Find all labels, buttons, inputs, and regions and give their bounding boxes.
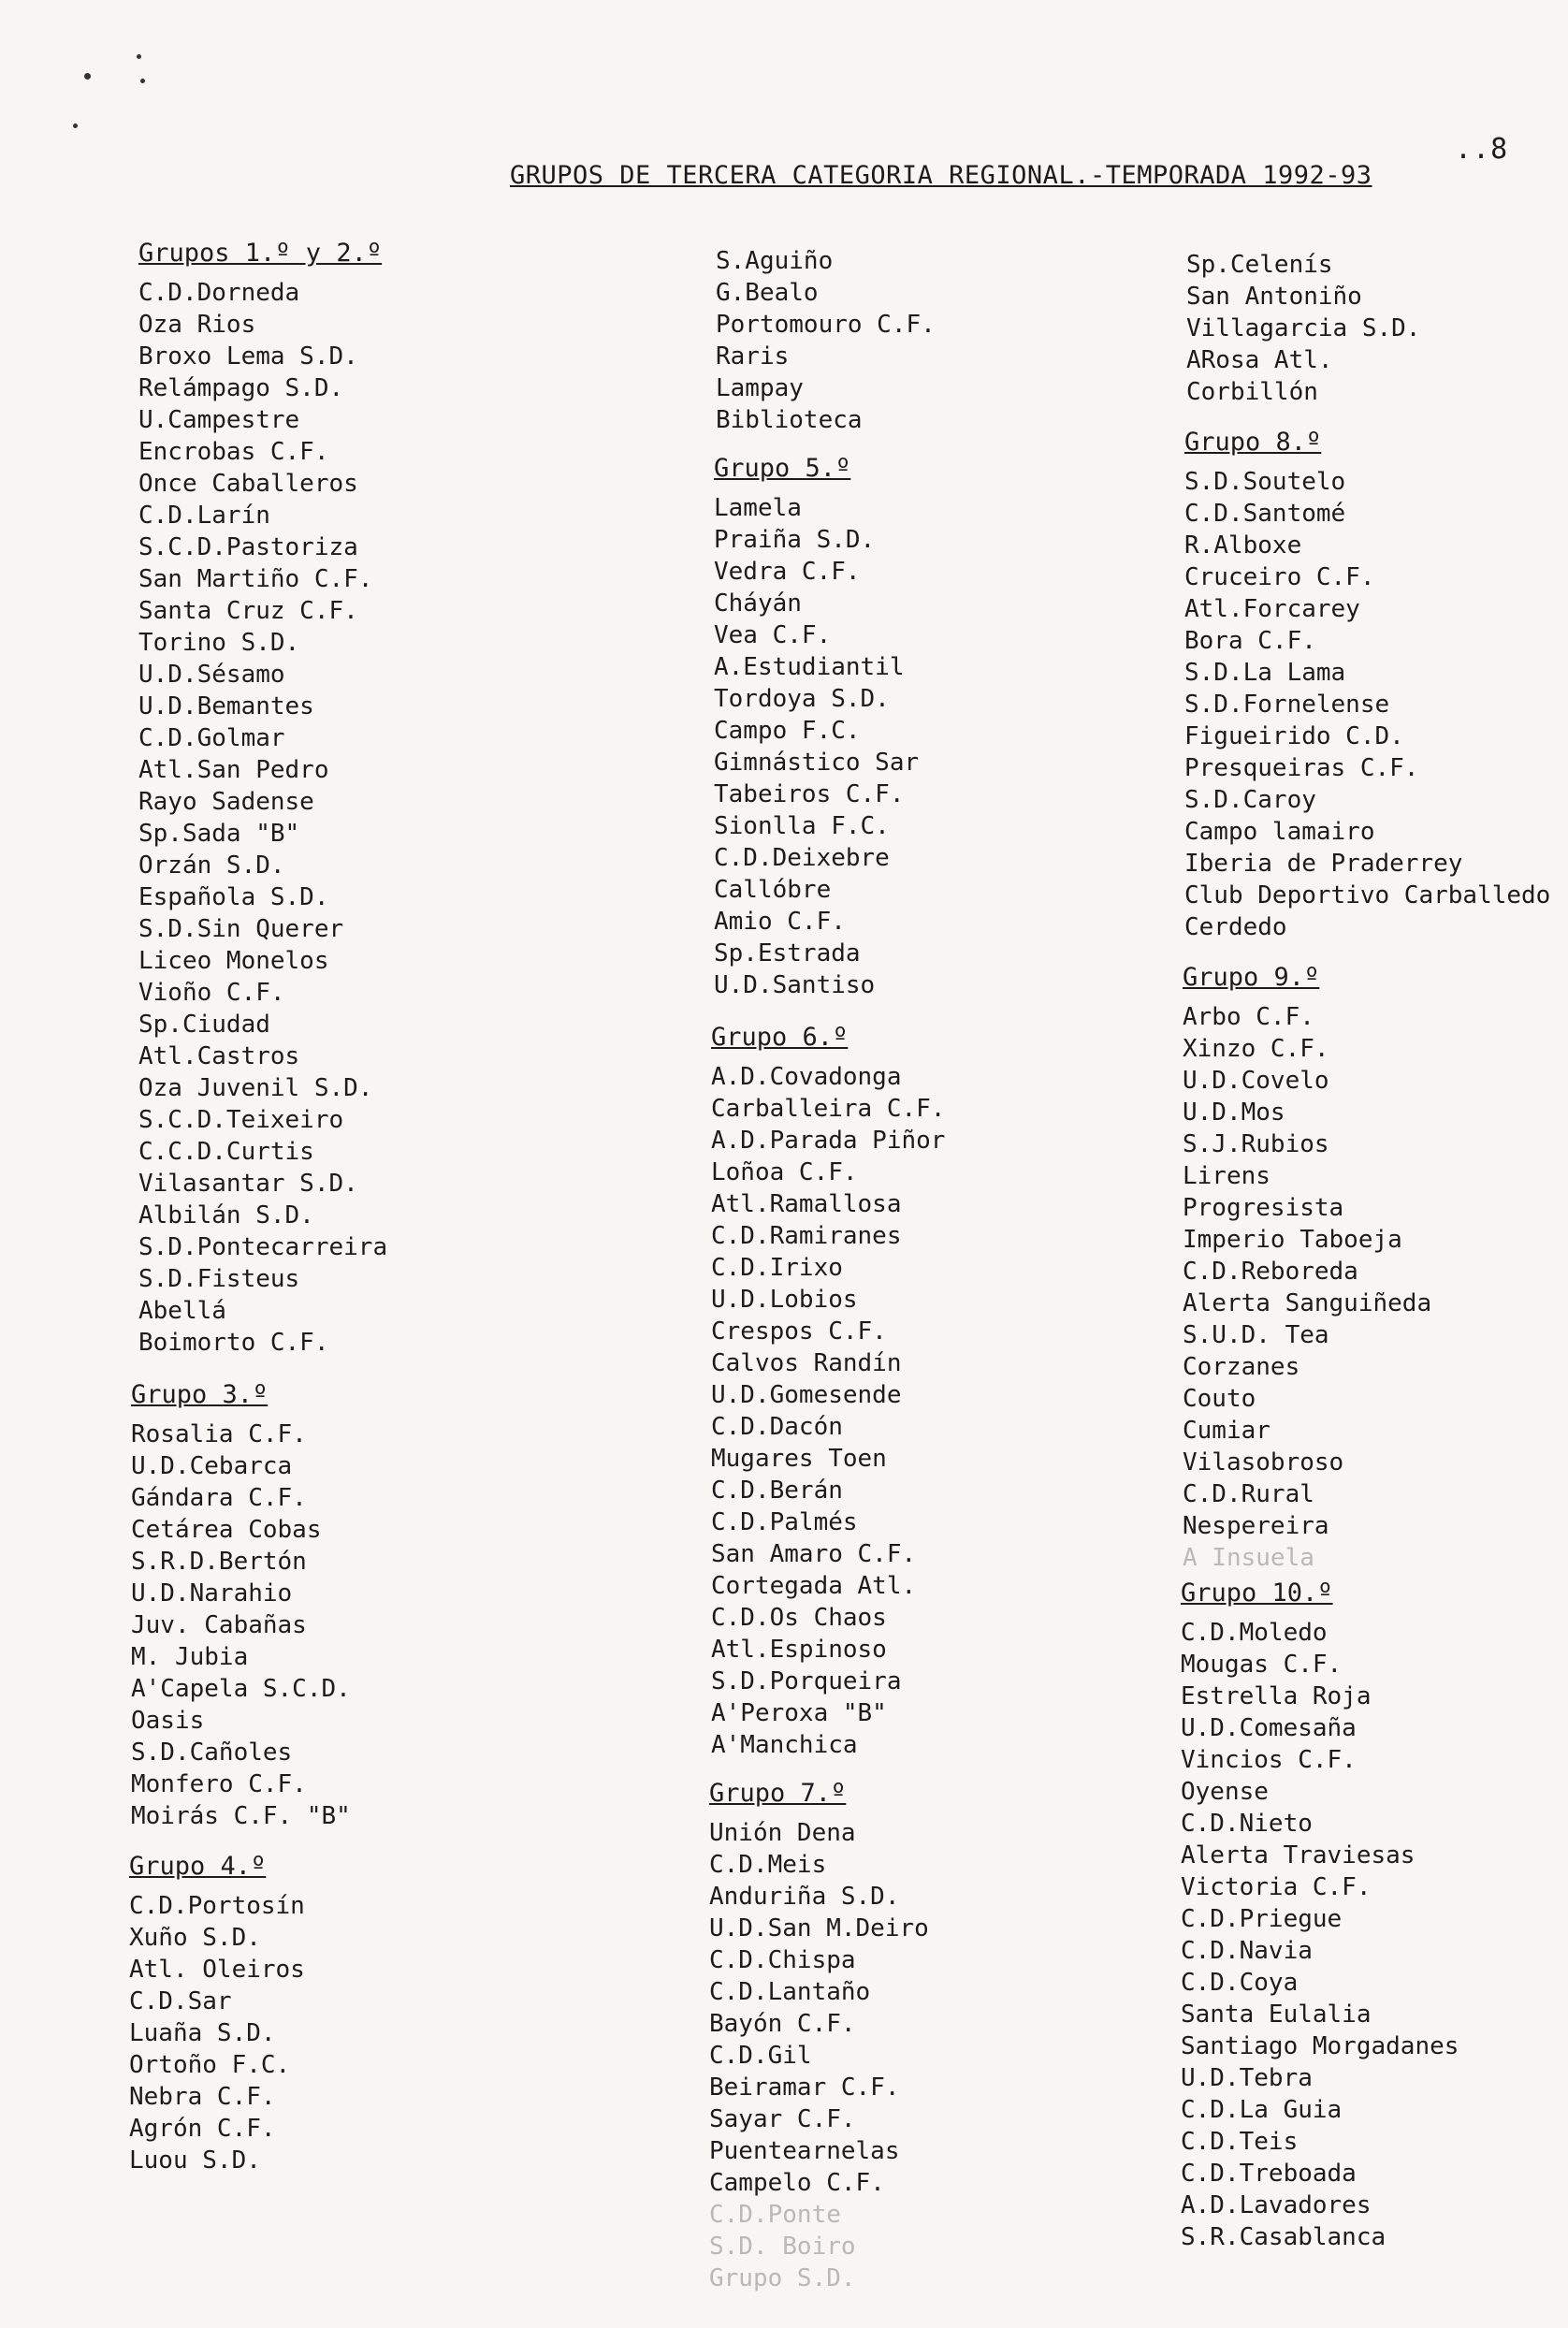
club-item: S.J.Rubios bbox=[1183, 1130, 1329, 1158]
club-item: A'Manchica bbox=[711, 1731, 858, 1759]
club-item: S.U.D. Tea bbox=[1183, 1321, 1329, 1349]
club-item: S.C.D.Pastoriza bbox=[138, 533, 358, 561]
club-item: C.D.Teis bbox=[1181, 2128, 1299, 2156]
club-item: S.D.Caroy bbox=[1184, 786, 1316, 814]
club-item: Campo lamairo bbox=[1184, 818, 1375, 846]
club-item: U.D.Tebra bbox=[1181, 2064, 1313, 2092]
club-item: U.D.San M.Deiro bbox=[709, 1914, 929, 1942]
club-item: Alerta Traviesas bbox=[1181, 1841, 1416, 1870]
club-item: Puentearnelas bbox=[709, 2137, 900, 2165]
club-item: Mugares Toen bbox=[711, 1445, 887, 1473]
club-item: S.D.Pontecarreira bbox=[138, 1233, 388, 1261]
club-item: San Martiño C.F. bbox=[138, 565, 373, 593]
club-item: C.D.Meis bbox=[709, 1851, 827, 1879]
club-item: Luaña S.D. bbox=[129, 2019, 276, 2047]
club-item: Biblioteca bbox=[716, 406, 863, 434]
club-item: Atl. Oleiros bbox=[129, 1956, 305, 1984]
club-item: Corzanes bbox=[1183, 1353, 1300, 1381]
club-item: Atl.Ramallosa bbox=[711, 1190, 902, 1218]
club-item: S.D.Fornelense bbox=[1184, 691, 1390, 719]
club-item: Juv. Cabañas bbox=[131, 1611, 307, 1639]
club-item: Loñoa C.F. bbox=[711, 1158, 858, 1186]
club-item-faded: Grupo S.D. bbox=[709, 2264, 856, 2292]
club-item: S.D.Porqueira bbox=[711, 1667, 902, 1695]
group-heading: Grupo 8.º bbox=[1184, 428, 1322, 457]
club-item: A.D.Covadonga bbox=[711, 1063, 902, 1091]
club-item: Victoria C.F. bbox=[1181, 1873, 1372, 1901]
page-number: ..8 bbox=[1455, 133, 1509, 166]
club-item: A.D.Lavadores bbox=[1181, 2191, 1372, 2219]
club-item: Atl.Castros bbox=[138, 1042, 300, 1070]
club-item: U.D.Comesaña bbox=[1181, 1714, 1357, 1742]
club-item: S.Aguiño bbox=[716, 247, 834, 275]
club-item: Raris bbox=[716, 342, 790, 371]
club-item: U.D.Sésamo bbox=[138, 661, 285, 689]
club-item: Vedra C.F. bbox=[714, 558, 861, 586]
club-item: Lampay bbox=[716, 374, 804, 402]
club-item: Torino S.D. bbox=[138, 629, 300, 657]
group-heading: Grupos 1.º y 2.º bbox=[138, 239, 383, 268]
club-item: S.R.Casablanca bbox=[1181, 2223, 1387, 2251]
club-item: Lamela bbox=[714, 494, 802, 522]
group-heading: Grupo 7.º bbox=[709, 1779, 847, 1808]
club-item: Oza Juvenil S.D. bbox=[138, 1074, 373, 1102]
club-item: C.D.Deixebre bbox=[714, 844, 890, 872]
club-item: Oza Rios bbox=[138, 311, 256, 339]
club-item: C.D.Coya bbox=[1181, 1969, 1299, 1997]
club-item: Unión Dena bbox=[709, 1819, 856, 1847]
club-item: Monfero C.F. bbox=[131, 1770, 307, 1798]
club-item: Abellá bbox=[138, 1297, 226, 1325]
club-item: C.D.Ramiranes bbox=[711, 1222, 902, 1250]
group-7 bbox=[709, 1778, 929, 2294]
club-item: G.Bealo bbox=[716, 279, 819, 307]
club-item: Española S.D. bbox=[138, 883, 329, 911]
club-item: S.D.La Lama bbox=[1184, 659, 1346, 687]
club-item: Tabeiros C.F. bbox=[714, 780, 905, 808]
club-item: Agrón C.F. bbox=[129, 2115, 276, 2143]
club-item: Campelo C.F. bbox=[709, 2169, 885, 2197]
club-item: C.D.Treboada bbox=[1181, 2160, 1357, 2188]
club-item: Relámpago S.D. bbox=[138, 374, 344, 402]
group-heading: Grupo 5.º bbox=[714, 454, 851, 483]
club-item: R.Alboxe bbox=[1184, 531, 1302, 560]
club-item: U.D.Gomesende bbox=[711, 1381, 902, 1409]
club-item: A.D.Parada Piñor bbox=[711, 1127, 946, 1155]
club-item: Vioño C.F. bbox=[138, 979, 285, 1007]
group-4-continued bbox=[716, 245, 936, 436]
club-item: C.D.Lantaño bbox=[709, 1978, 871, 2006]
club-item: Presqueiras C.F. bbox=[1184, 754, 1419, 782]
club-item: Cerdedo bbox=[1184, 913, 1287, 941]
club-item: Progresista bbox=[1183, 1194, 1344, 1222]
club-item: Broxo Lema S.D. bbox=[138, 342, 358, 371]
club-item: Figueirido C.D. bbox=[1184, 722, 1404, 750]
club-item: Praiña S.D. bbox=[714, 526, 876, 554]
club-item: C.D.Sar bbox=[129, 1987, 232, 2015]
group-heading: Grupo 6.º bbox=[711, 1023, 849, 1052]
club-item-faded: S.D. Boiro bbox=[709, 2233, 856, 2261]
club-item: Tordoya S.D. bbox=[714, 685, 890, 713]
club-item: Couto bbox=[1183, 1385, 1256, 1413]
club-item: Calvos Randín bbox=[711, 1349, 902, 1377]
club-item: Crespos C.F. bbox=[711, 1317, 887, 1346]
club-item: Rosalia C.F. bbox=[131, 1420, 307, 1448]
scan-speck bbox=[73, 124, 78, 128]
club-item: Carballeira C.F. bbox=[711, 1095, 946, 1123]
club-item: Xuño S.D. bbox=[129, 1924, 261, 1952]
club-item: Atl.Espinoso bbox=[711, 1636, 887, 1664]
club-item: S.D.Soutelo bbox=[1184, 468, 1346, 496]
club-item-faded: A Insuela bbox=[1183, 1544, 1314, 1572]
club-item: C.D.Nieto bbox=[1181, 1810, 1313, 1838]
club-item: S.R.D.Bertón bbox=[131, 1548, 307, 1576]
club-item: U.D.Cebarca bbox=[131, 1452, 293, 1480]
club-item: C.D.Moledo bbox=[1181, 1619, 1328, 1647]
club-item: C.D.Irixo bbox=[711, 1254, 843, 1282]
club-item: Oasis bbox=[131, 1707, 205, 1735]
group-9 bbox=[1183, 962, 1431, 1574]
club-item: S.C.D.Teixeiro bbox=[138, 1106, 344, 1134]
group-7-continued bbox=[1186, 249, 1420, 408]
club-item: Vincios C.F. bbox=[1181, 1746, 1357, 1774]
club-item: Iberia de Praderrey bbox=[1184, 850, 1463, 878]
club-item: San Amaro C.F. bbox=[711, 1540, 917, 1568]
club-item: Santiago Morgadanes bbox=[1181, 2032, 1459, 2060]
club-item: A'Capela S.C.D. bbox=[131, 1675, 351, 1703]
club-item-faded: C.D.Ponte bbox=[709, 2201, 841, 2229]
club-item: U.D.Lobios bbox=[711, 1286, 858, 1314]
club-item: Portomouro C.F. bbox=[716, 311, 936, 339]
club-item: Moirás C.F. "B" bbox=[131, 1802, 351, 1830]
club-item: S.D.Fisteus bbox=[138, 1265, 300, 1293]
scan-speck bbox=[137, 54, 141, 59]
club-item: C.D.Golmar bbox=[138, 724, 285, 752]
club-item: Estrella Roja bbox=[1181, 1682, 1372, 1710]
club-item: C.D.Portosín bbox=[129, 1892, 305, 1920]
club-item: Bora C.F. bbox=[1184, 627, 1316, 655]
club-item: Cetárea Cobas bbox=[131, 1516, 322, 1544]
club-item: Anduriña S.D. bbox=[709, 1883, 900, 1911]
club-item: Atl.Forcarey bbox=[1184, 595, 1360, 623]
club-item: C.D.Os Chaos bbox=[711, 1604, 887, 1632]
club-item: Vea C.F. bbox=[714, 621, 832, 649]
club-item: Sayar C.F. bbox=[709, 2105, 856, 2133]
club-item: Atl.San Pedro bbox=[138, 756, 329, 784]
club-item: Sionlla F.C. bbox=[714, 812, 890, 840]
club-item: Nebra C.F. bbox=[129, 2083, 276, 2111]
club-item: U.D.Narahio bbox=[131, 1579, 293, 1608]
group-heading: Grupo 3.º bbox=[131, 1380, 269, 1409]
club-item: Campo F.C. bbox=[714, 717, 861, 745]
club-item: Beiramar C.F. bbox=[709, 2073, 900, 2102]
club-item: Cortegada Atl. bbox=[711, 1572, 917, 1600]
club-item: C.D.Santomé bbox=[1184, 500, 1346, 528]
club-item: Imperio Taboeja bbox=[1183, 1226, 1402, 1254]
club-item: Sp.Sada "B" bbox=[138, 820, 300, 848]
club-item: U.D.Bemantes bbox=[138, 692, 314, 720]
club-item: U.D.Santiso bbox=[714, 971, 876, 999]
club-item: Sp.Ciudad bbox=[138, 1011, 270, 1039]
club-item: Gándara C.F. bbox=[131, 1484, 307, 1512]
club-item: Lirens bbox=[1183, 1162, 1270, 1190]
group-10 bbox=[1181, 1578, 1459, 2253]
club-item: Alerta Sanguiñeda bbox=[1183, 1289, 1432, 1317]
club-item: Sp.Celenís bbox=[1186, 251, 1333, 279]
club-item: Ortoño F.C. bbox=[129, 2051, 291, 2079]
group-4 bbox=[129, 1851, 305, 2176]
club-item: Amio C.F. bbox=[714, 908, 846, 936]
group-heading: Grupo 9.º bbox=[1183, 963, 1320, 992]
club-item: C.D.Priegue bbox=[1181, 1905, 1343, 1933]
club-item: C.D.Dacón bbox=[711, 1413, 843, 1441]
scan-speck bbox=[140, 79, 145, 83]
club-item: Cumiar bbox=[1183, 1417, 1270, 1445]
club-item: A'Peroxa "B" bbox=[711, 1699, 887, 1727]
club-item: C.D.Palmés bbox=[711, 1508, 858, 1536]
group-6 bbox=[711, 1022, 945, 1761]
club-item: ARosa Atl. bbox=[1186, 346, 1333, 374]
club-item: C.D.Dorneda bbox=[138, 279, 300, 307]
group-heading: Grupo 10.º bbox=[1181, 1579, 1333, 1608]
club-item: A.Estudiantil bbox=[714, 653, 905, 681]
club-item: Cháyán bbox=[714, 589, 802, 618]
club-item: Bayón C.F. bbox=[709, 2010, 856, 2038]
club-item: Rayo Sadense bbox=[138, 788, 314, 816]
club-item: U.D.Mos bbox=[1183, 1099, 1285, 1127]
club-item: C.D.Reboreda bbox=[1183, 1258, 1358, 1286]
club-item: C.D.Larín bbox=[138, 502, 270, 530]
club-item: Cruceiro C.F. bbox=[1184, 563, 1375, 591]
club-item: Gimnástico Sar bbox=[714, 749, 920, 777]
club-item: Xinzo C.F. bbox=[1183, 1035, 1329, 1063]
club-item: Boimorto C.F. bbox=[138, 1329, 329, 1357]
club-item: C.D.La Guia bbox=[1181, 2096, 1343, 2124]
club-item: C.D.Navia bbox=[1181, 1937, 1313, 1965]
club-item: Vilasantar S.D. bbox=[138, 1170, 358, 1198]
club-item: U.D.Covelo bbox=[1183, 1067, 1329, 1095]
club-item: Albilán S.D. bbox=[138, 1201, 314, 1229]
club-item: Santa Eulalia bbox=[1181, 2001, 1372, 2029]
group-5 bbox=[714, 453, 919, 1001]
club-item: Orzán S.D. bbox=[138, 851, 285, 880]
club-item: Callóbre bbox=[714, 876, 832, 904]
club-item: Vilasobroso bbox=[1183, 1448, 1344, 1477]
club-item: Oyense bbox=[1181, 1778, 1269, 1806]
group-8 bbox=[1184, 427, 1550, 943]
club-item: Liceo Monelos bbox=[138, 947, 329, 975]
club-item: Once Caballeros bbox=[138, 470, 358, 498]
group-heading: Grupo 4.º bbox=[129, 1852, 267, 1881]
club-item: Club Deportivo Carballedo bbox=[1184, 881, 1551, 909]
club-item: Mougas C.F. bbox=[1181, 1651, 1343, 1679]
club-item: Santa Cruz C.F. bbox=[138, 597, 358, 625]
club-item: Corbillón bbox=[1186, 378, 1318, 406]
group-3 bbox=[131, 1379, 351, 1832]
club-item: C.D.Chispa bbox=[709, 1946, 856, 1974]
club-item: Nespereira bbox=[1183, 1512, 1329, 1540]
club-item: San Antoniño bbox=[1186, 283, 1362, 311]
club-item: C.D.Berán bbox=[711, 1477, 843, 1505]
group-1-2 bbox=[138, 238, 387, 1359]
club-item: U.Campestre bbox=[138, 406, 300, 434]
scan-speck bbox=[84, 73, 91, 80]
page-title: GRUPOS DE TERCERA CATEGORIA REGIONAL.-TEMPORADA 1992-93 bbox=[510, 161, 1372, 190]
club-item: M. Jubia bbox=[131, 1643, 249, 1671]
club-item: Luou S.D. bbox=[129, 2146, 261, 2175]
club-item: Sp.Estrada bbox=[714, 939, 861, 968]
club-item: S.D.Cañoles bbox=[131, 1739, 293, 1767]
club-item: Villagarcia S.D. bbox=[1186, 314, 1421, 342]
club-item: C.C.D.Curtis bbox=[138, 1138, 314, 1166]
club-item: C.D.Gil bbox=[709, 2042, 812, 2070]
club-item: Arbo C.F. bbox=[1183, 1003, 1314, 1031]
club-item: C.D.Rural bbox=[1183, 1480, 1314, 1508]
club-item: S.D.Sin Querer bbox=[138, 915, 344, 943]
club-item: Encrobas C.F. bbox=[138, 438, 329, 466]
